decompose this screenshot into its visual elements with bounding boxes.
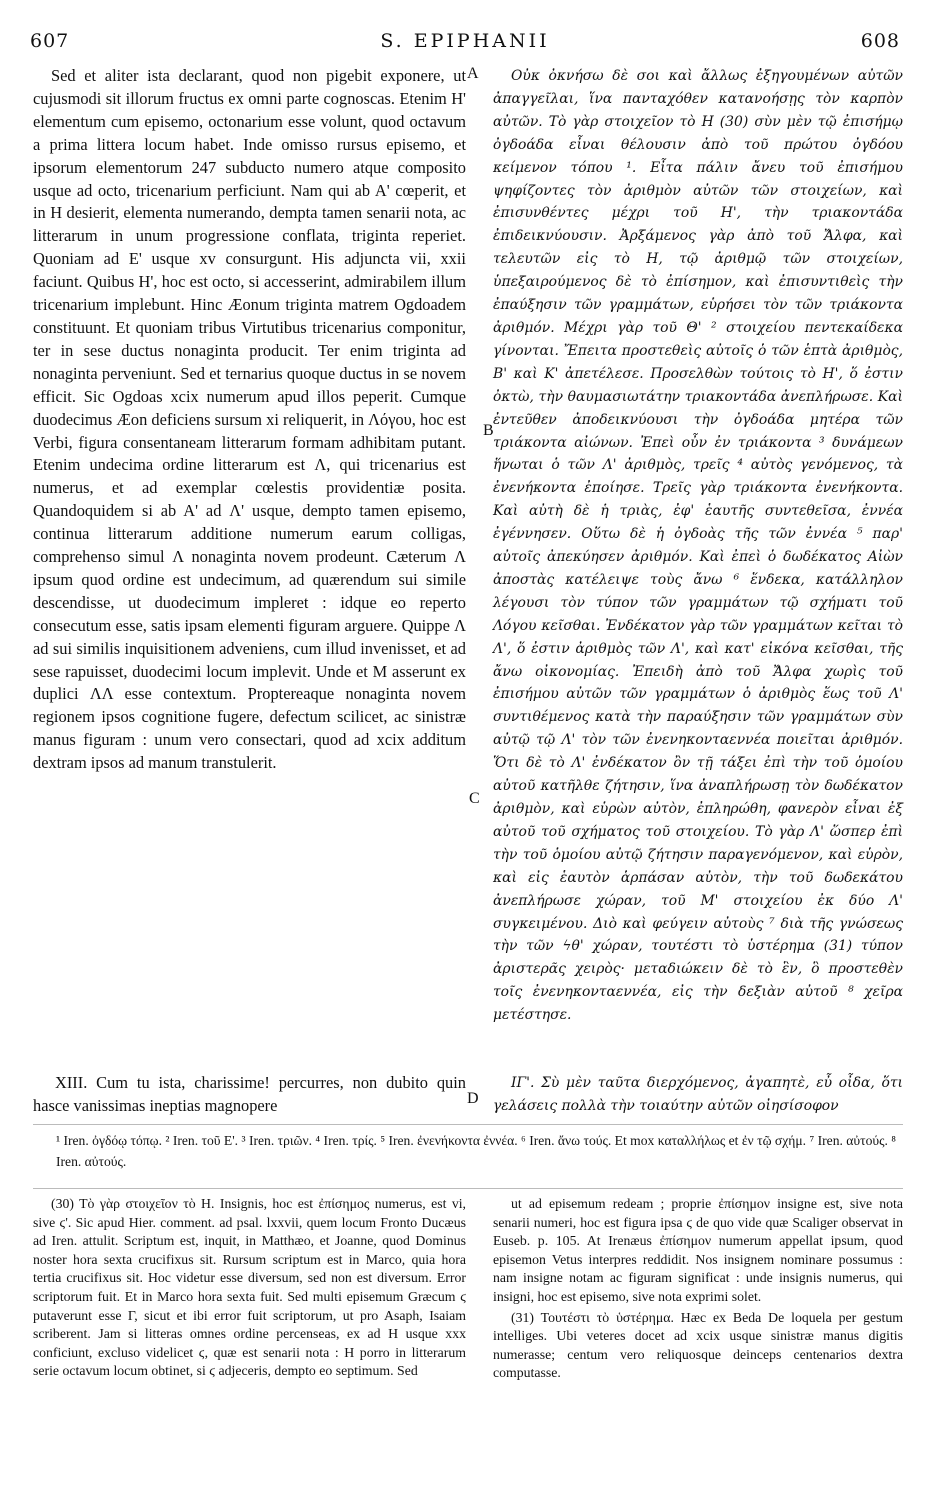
running-title: S. EPIPHANII [380,30,550,52]
critical-apparatus: ¹ Iren. ὀγδόῳ τόπῳ. ² Iren. τοῦ Ε'. ³ Iren. τριῶν. ⁴ Iren. τρίς. ⁵ Iren. ἐνενήκοντα ἐννέα. ⁶ Iren. ἄνω τούς. Et mox καταλλήλως et ἐν τῷ σχήμ. ⁷ Iren. αὐτούς. ⁸ Iren. αὐτούς. [56,1133,897,1169]
footnotes-right [493,1195,903,1385]
left-page-number: 607 [30,30,70,52]
footnote-31: (31) Τουτέστι τὸ ὑστέρημα. Hæc ex Beda De loquela per gestum intelliges. Ubi veteres docet ad xcix usque sinistræ manus digitis numerasse; centum vero reliquosque deinceps centenarios dextra computasse. [493,1309,903,1381]
page-header [30,30,900,54]
right-page-number: 608 [860,30,900,52]
margin-letter-d: D [467,1090,479,1107]
notes-divider [33,1188,903,1189]
footnote-30: (30) Τὸ γὰρ στοιχεῖον τὸ Η. Insignis, hoc est ἐπίσημος numerus, est vi, sive ϛ'. Sic apud Hier. comment. ad psal. lxxvii, quem locum Fronto Ducæus ad Iren. attulit. Scriptum est, inquit, in Matthæo, et Joanne, quod Dominus noster hora sexta crucifixus sit. Rursum scriptum est in Marco, quia hora tertia crucifixus sit. Hoc videtur esse diversum, sed non est diversum. Error scriptorum fuit. Et in Marco hora sexta fuit. Sed multi episemum Græcum ϛ putaverunt esse Γ, sicut et ibi error fuit scriptorum, ut pro Asaph, Isaiam scriberent. Jam si litteras omnes ordine percenseas, ex ad H usque xxx conficiunt, excluso videlicet ϛ, quæ est senarii nota : H porro in litterarum serie octavum locum obtinet, si ϛ adjeceris, dempto eo septimum. Sed [33,1196,466,1379]
latin-section-xiii: XIII. Cum tu ista, charissime! percurres, non dubito quin hasce vanissimas ineptias magnopere [33,1073,466,1115]
greek-section-ig: ΙΓ'. Σὺ μὲν ταῦτα διερχόμενος, ἀγαπητὲ, εὖ οἶδα, ὅτι γελάσεις πολλὰ τὴν τοιαύτην αὐτῶν οἰησίσοφον [493,1075,903,1114]
latin-column [33,65,466,775]
greek-column [493,65,903,1027]
margin-letter-c: C [469,790,480,807]
greek-paragraph: Οὐκ ὀκνήσω δὲ σοι καὶ ἄλλως ἐξηγουμένων αὐτῶν ἀπαγγεῖλαι, ἵνα πανταχόθεν κατανοήσῃς τὸν καρπὸν αὐτῶν. Τὸ γὰρ στοιχεῖον τὸ Η (30) σὺν μὲν τῷ ἐπισήμῳ ὀγδοάδα εἶναι θέλουσιν ἀπὸ τοῦ πρώτου ὀγδόου κείμενον τόπου ¹. Εἶτα πάλιν ἄνευ τοῦ ἐπισήμου ψηφίζοντες τὸν ἀριθμὸν αὐτῶν τῶν στοιχείων, καὶ ἐπισυνθέντες μέχρι τοῦ Η', τὴν τριακοντάδα ἐπιδεικνύουσιν. Ἀρξάμενος γὰρ ἀπὸ τοῦ Ἄλφα, καὶ τελευτῶν εἰς τὸ Η, τῷ ἀριθμῷ τῶν στοιχείων, ὑπεξαιρούμενος δὲ τὸ ἐπίσημον, καὶ ἐπισυντιθεὶς τὴν ἐπαύξησιν τῶν γραμμάτων, εὑρήσει τὸν τῶν τριάκοντα ἀριθμόν. Μέχρι γὰρ τοῦ Θ' ² στοιχείου πεντεκαίδεκα γίνονται. Ἔπειτα προστεθεὶς αὐτοῖς ὁ τῶν ἑπτὰ ἀριθμὸς, Β' καὶ Κ' ἀπετέλεσε. Προσελθὼν τούτοις τὸ Η', ὅ ἐστιν ὀκτὼ, τὴν θαυμασιωτάτην τριακοντάδα ἀνεπλήρωσε. Καὶ ἐντεῦθεν ἀποδεικνύουσι τὴν ὀγδοάδα μητέρα τῶν τριάκοντα αἰώνων. Ἐπεὶ οὖν ἐν τριάκοντα ³ δυνάμεων ἥνωται ὁ τῶν Λ' ἀριθμὸς, τρεῖς ⁴ αὐτὸς γενόμενος, τὰ ἐνενήκοντα ἐποίησε. Τρεῖς γὰρ τριάκοντα ἐνενήκοντα. Καὶ αὐτὴ δὲ ἡ τριὰς, ἐφ' ἑαυτῆς συντεθεῖσα, ἐννέα ἐγέννησεν. Οὕτω δὲ ἡ ὀγδοὰς τῆς τῶν ἐννέα ⁵ παρ' αὐτοῖς ἀπεκύησεν ἀριθμόν. Καὶ ἐπεὶ ὁ δωδέκατος Αἰὼν ἀποστὰς κατέλειψε τοὺς ἄνω ⁶ ἕνδεκα, κατάλληλον λέγουσι τὸν τύπον τῶν γραμμάτων τῷ σχήματι τοῦ Λόγου κεῖσθαι. Ἐνδέκατον γὰρ τῶν γραμμάτων κεῖται τὸ Λ', ὅ ἐστιν ἀριθμὸς τῶν Λ', καὶ κατ' εἰκόνα κεῖσθαι, τῆς ἄνω οἰκονομίας. Ἐπειδὴ ἀπὸ τοῦ Ἄλφα χωρὶς τοῦ ἐπισήμου αὐτῶν τῶν γραμμάτων ὁ ἀριθμὸς ἕως τοῦ Λ' συντιθέμενος κατὰ τὴν παραύξησιν τῶν γραμμάτων σὺν αὐτῷ τῷ Λ' τὸν τῶν ἐνενηκονταεννέα ποιεῖται ἀριθμόν. Ὅτι δὲ τὸ Λ' ἐνδέκατον ὂν τῇ τάξει ἐπὶ τὴν τοῦ ὁμοίου αὐτοῦ κατῆλθε ζήτησιν, ἵνα ἀναπλήρωσῃ τὸν δωδέκατον ἀριθμὸν, καὶ εὑρὼν αὐτὸν, ἐπληρώθη, φανερὸν εἶναι ἐξ αὐτοῦ τοῦ σχήματος τοῦ στοιχείου. Τὸ γὰρ Λ' ὥσπερ ἐπὶ τὴν τοῦ ὁμοίου αὐτῷ ζήτησιν παραγενόμενον, καὶ εὑρὸν, καὶ εἰς ἑαυτὸν ἁρπάσαν αὐτὸν, τὴν τοῦ δωδεκάτου ἀνεπλήρωσε χώραν, τοῦ Μ' στοιχείου ἐκ δύο Λ' συγκειμένου. Διὸ καὶ φεύγειν αὐτοὺς ⁷ διὰ τῆς γνώσεως τὴν τῶν ϟθ' χώραν, τουτέστι τὸ ὑστέρημα (31) τύπον ἀριστερᾶς χειρὸς· μεταδιώκειν δὲ τὸ ἓν, ὃ προστεθὲν τοῖς ἐνενηκονταεννέα, εἰς τὴν δεξιὰν αὐτοῦ ⁸ χεῖρα μετέστησε. [493,68,903,1024]
margin-letter-a: A [467,65,479,82]
margin-letter-b: B [483,422,494,439]
latin-paragraph: Sed et aliter ista declarant, quod non pigebit exponere, ut cujusmodi sit illorum fructus ex omni parte cognoscas. Etenim H' elementum cum episemo, octonarium esse volunt, quod octavum a prima littera locum habet. Inde omisso rursus episemo, et ipsorum elementorum 247 subducto numero atque composito usque ad octo, tricenarium perficiunt. Nam qui ab A' cœperit, et in H desierit, elementa numerando, dempta tamen senarii nota, ac litterarum in unum progressione conflata, triginta reperiet. Quoniam ad E' usque xv consurgunt. His adjuncta vii, xxii faciunt. Quibus H', hoc est octo, si accesserint, admirabilem illum tricenarium implebunt. Hinc Æonum triginta matrem Ogdoadem constituunt. Et quoniam tribus Virtutibus tricenarius componitur, ter in sese ductus nonaginta producit. Ter enim triginta ad nonaginta perveniunt. Sed et ternarius quoque ductus in se novem efficit. Sic Ogdoas xcix numerum apud illos peperit. Cumque duodecimus Æon deficiens sursum xi reliquerit, in Λόγου, hoc est Verbi, figura consentaneam litterarum formam adhibitam putant. Etenim undecima ordine litterarum est Λ, qui tricenarius est numerus, et ad exemplar cœlestis providentiæ posita. Quandoquidem si ab A' ad Λ' usque, dempto tamen episemo, continua litterarum additione numerum earum colligas, comprehenso simul Λ nonaginta novem prodeunt. Cæterum Λ ipsum quod ordine est undecimum, ad quærendum sui simile descendisse, ut duodecimum impleret : idque eo reperto consecutum esse, satis ipsam elementi figuram arguere. Quippe Λ ad sui similis inquisitionem adveniens, cum illud invenisset, et ad sese rapuisset, duodecimi locum implevit. Unde et M asserunt ex duplici ΛΛ esse contextum. Proptereaque nonaginta novem regionem ipsos cognitione fugere, defectum scilicet, ac sinistræ manus figuram : unum vero consectari, quod ad xcix additum dextram ipsos ad manum transtulerit. [33,66,466,773]
apparatus-divider [33,1124,903,1125]
footnote-30-continued: ut ad episemum redeam ; proprie ἐπίσημον insigne est, sive nota senarii numeri, hoc est figura ipsa ϛ de quo vide quæ Scaliger observat in Euseb. p. 105. At Irenæus ἐπίσημον numerum appellat ipsum, quod episemon Vetus interpres reddidit. Nos insignem nominare possumus : nam insigne notam ac figuram significat : unde insignis numerus, qui insigni, hoc est episemo, sive nota exprimi solet. [493,1196,903,1304]
footnotes-left [33,1195,466,1383]
